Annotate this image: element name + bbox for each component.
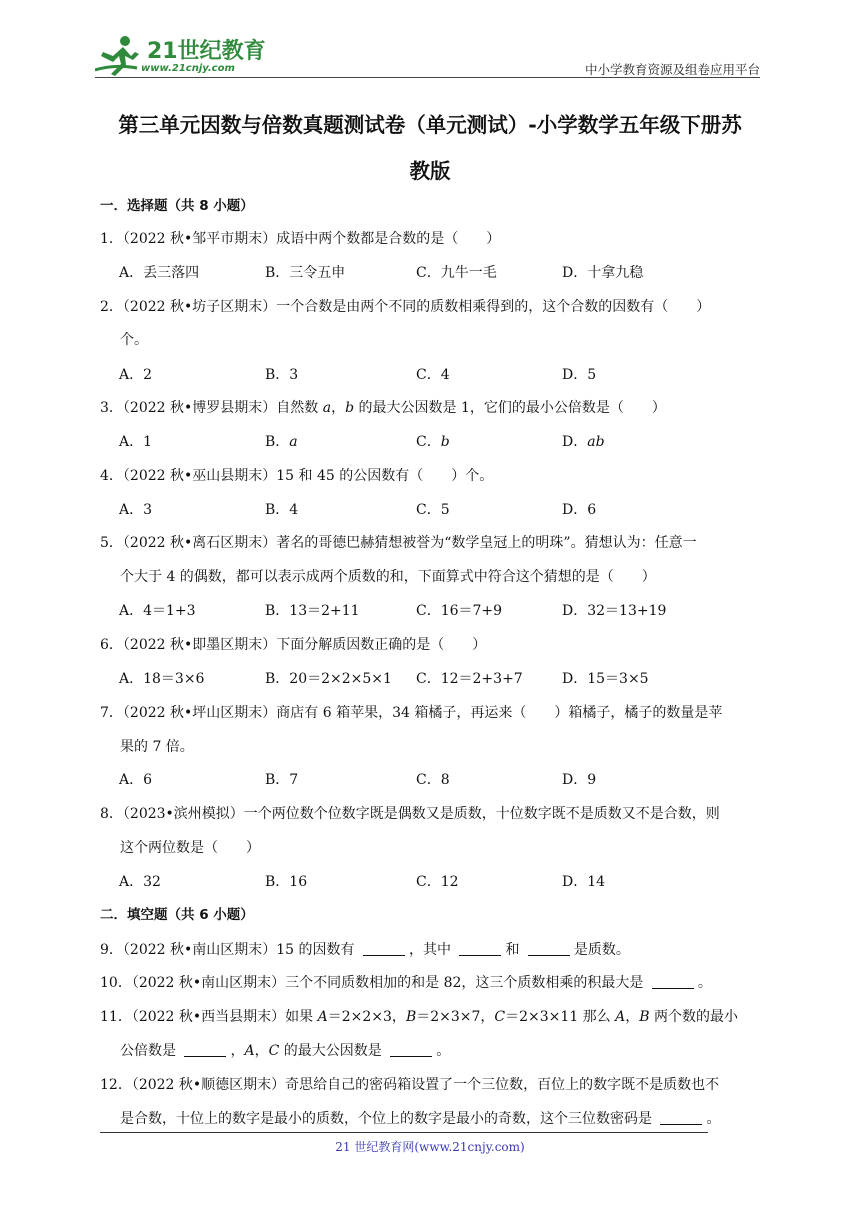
option-label: D． (562, 434, 588, 450)
question-text: 是质数。 (573, 942, 630, 958)
question-number: 1． (100, 231, 123, 247)
option-label: C． (416, 434, 441, 450)
section-choice-heading: 一．选择题（共 8 小题） (100, 198, 254, 214)
question-text: ＝2×3×11 那么 (505, 1009, 616, 1025)
question-text: （2022 秋•西当县期末）如果 (131, 1009, 318, 1025)
question-text: （2022 秋•南山区期末）15 的因数有 (122, 942, 359, 958)
question-number: 11． (100, 1009, 132, 1025)
question-text: （2022 秋•邹平市期末）成语中两个数都是合数的是（ ） (122, 231, 501, 247)
question-number: 5． (100, 535, 123, 551)
q5-option-d: D．32＝13+19 (562, 603, 667, 619)
question-8 (100, 804, 720, 824)
q2-option-d: D．5 (562, 367, 597, 383)
question-11-continued (120, 1041, 450, 1061)
answer-blank[interactable] (528, 941, 570, 956)
question-text: 两个数的最小 (649, 1009, 739, 1025)
question-number: 10． (100, 975, 132, 991)
question-10 (100, 973, 712, 993)
question-text: ＝2×3×7， (416, 1009, 495, 1025)
q3-option-d (562, 432, 605, 452)
question-text: 公倍数是 (120, 1043, 181, 1059)
option-variable: b (440, 434, 450, 450)
question-9 (100, 940, 630, 960)
q7-option-c: C．8 (416, 772, 450, 788)
question-text: （2022 秋•巫山县期末）15 和 45 的公因数有（ ）个。 (122, 468, 494, 484)
question-4 (100, 466, 493, 486)
variable-a: a (322, 400, 332, 416)
variable-A: A (244, 1043, 255, 1059)
page-header (95, 30, 760, 80)
question-text: 。 (706, 1111, 721, 1127)
answer-blank[interactable] (652, 974, 694, 989)
question-text: （2022 秋•顺德区期末）奇思给自己的密码箱设置了一个三位数，百位上的数字既不是质数也不 (131, 1077, 720, 1093)
logo-text: 21世纪教育 (147, 39, 266, 64)
section-fill-heading: 二．填空题（共 6 小题） (100, 907, 254, 923)
question-text: （2022 秋•离石区期末）著名的哥德巴赫猜想被誉为“数学皇冠上的明珠”。猜想认为：任意一 (122, 535, 697, 551)
q8-option-d: D．14 (562, 874, 606, 890)
q4-option-d: D．6 (562, 502, 597, 518)
question-number: 4． (100, 468, 123, 484)
q6-option-b: B．20＝2×2×5×1 (265, 671, 392, 687)
q5-option-c: C．16＝7+9 (416, 603, 503, 619)
option-variable: a (289, 434, 298, 450)
question-text: ，其中 (408, 942, 456, 958)
question-text: （2022 秋•南山区期末）三个不同质数相加的和是 82，这三个质数相乘的积最大是 (131, 975, 648, 991)
question-number: 12． (100, 1077, 132, 1093)
q5-option-a: A．4＝1+3 (119, 603, 196, 619)
variable-C: C (268, 1043, 280, 1059)
q4-option-b: B．4 (265, 502, 299, 518)
q5-option-b: B．13＝2+11 (265, 603, 360, 619)
question-number: 7． (100, 705, 123, 721)
header-divider (95, 77, 760, 78)
question-number: 9． (100, 942, 123, 958)
variable-A: A (317, 1009, 328, 1025)
q7-option-d: D．9 (562, 772, 597, 788)
question-number: 8． (100, 806, 123, 822)
question-text: ， (230, 1043, 245, 1059)
answer-blank[interactable] (363, 941, 405, 956)
page-footer: 21 世纪教育网(www.21cnjy.com) (335, 1140, 525, 1154)
question-11 (100, 1007, 738, 1027)
answer-blank[interactable] (660, 1110, 702, 1125)
question-number: 2． (100, 299, 123, 315)
question-8-continued: 这个两位数是（ ） (120, 840, 260, 856)
q1-option-c: C．九牛一毛 (416, 265, 497, 281)
variable-A: A (615, 1009, 626, 1025)
q4-option-c: C．5 (416, 502, 450, 518)
question-text: ＝2×2×3， (327, 1009, 406, 1025)
question-1 (100, 229, 500, 249)
q6-option-c: C．12＝2+3+7 (416, 671, 523, 687)
variable-B: B (639, 1009, 650, 1025)
question-text: 和 (505, 942, 524, 958)
variable-B: B (405, 1009, 417, 1025)
q3-option-a: A．1 (119, 434, 153, 450)
q1-option-a: A．丢三落四 (119, 265, 200, 281)
question-12 (100, 1075, 719, 1095)
variable-b: b (345, 400, 355, 416)
platform-name: 中小学教育资源及组卷应用平台 (584, 62, 760, 77)
question-text: （2022 秋•坊子区期末）一个合数是由两个不同的质数相乘得到的，这个合数的因数有（ ） (122, 299, 711, 315)
question-text: （2022 秋•坪山区期末）商店有 6 箱苹果，34 箱橘子，再运来（ ）箱橘子，橘子的数量是苹 (122, 705, 723, 721)
option-variable: ab (587, 434, 605, 450)
question-text: （2023•滨州模拟）一个两位数个位数字既是偶数又是质数，十位数字既不是质数又不是合数，则 (122, 806, 720, 822)
question-text: 的最大公因数是 1，它们的最小公倍数是（ ） (354, 400, 666, 416)
question-12-continued (120, 1109, 720, 1129)
question-text: 。 (697, 975, 712, 991)
question-5 (100, 533, 697, 553)
question-2-continued: 个。 (120, 332, 148, 348)
q1-option-d: D．十拿九稳 (562, 265, 644, 281)
page-title-line2: 教版 (409, 159, 451, 183)
footer-divider (100, 1132, 708, 1133)
question-text: ， (625, 1009, 640, 1025)
answer-blank[interactable] (390, 1042, 432, 1057)
question-text: 的最大公因数是 (279, 1043, 387, 1059)
question-6 (100, 635, 486, 655)
logo (95, 34, 266, 78)
page-title-line1: 第三单元因数与倍数真题测试卷（单元测试）-小学数学五年级下册苏 (118, 113, 742, 137)
question-7 (100, 703, 722, 723)
question-text: 。 (436, 1043, 451, 1059)
question-5-continued: 个大于 4 的偶数，都可以表示成两个质数的和，下面算式中符合这个猜想的是（ ） (120, 569, 656, 585)
question-text: （2022 秋•即墨区期末）下面分解质因数正确的是（ ） (122, 637, 487, 653)
question-2 (100, 297, 710, 317)
q2-option-b: B．3 (265, 367, 299, 383)
q6-option-a: A．18＝3×6 (119, 671, 205, 687)
question-number: 6． (100, 637, 123, 653)
q8-option-c: C．12 (416, 874, 459, 890)
q2-option-a: A．2 (119, 367, 153, 383)
answer-blank[interactable] (459, 941, 501, 956)
answer-blank[interactable] (184, 1042, 226, 1057)
option-label: B． (265, 434, 290, 450)
q8-option-a: A．32 (119, 874, 161, 890)
logo-url: www.21cnjy.com (141, 63, 235, 74)
question-3 (100, 398, 666, 418)
variable-C: C (494, 1009, 506, 1025)
q4-option-a: A．3 (119, 502, 153, 518)
question-number: 3． (100, 400, 123, 416)
q2-option-c: C．4 (416, 367, 450, 383)
question-text: ， (254, 1043, 269, 1059)
q8-option-b: B．16 (265, 874, 308, 890)
q7-option-b: B．7 (265, 772, 299, 788)
question-7-continued: 果的 7 倍。 (120, 739, 194, 755)
q1-option-b: B．三令五申 (265, 265, 346, 281)
question-text: ， (331, 400, 346, 416)
q3-option-c (416, 432, 450, 452)
runner-logo-icon (95, 34, 145, 78)
q3-option-b (265, 432, 298, 452)
q6-option-d: D．15＝3×5 (562, 671, 649, 687)
question-text: （2022 秋•博罗县期末）自然数 (122, 400, 323, 416)
question-text: 是合数，十位上的数字是最小的质数，个位上的数字是最小的奇数，这个三位数密码是 (120, 1111, 657, 1127)
q7-option-a: A．6 (119, 772, 153, 788)
